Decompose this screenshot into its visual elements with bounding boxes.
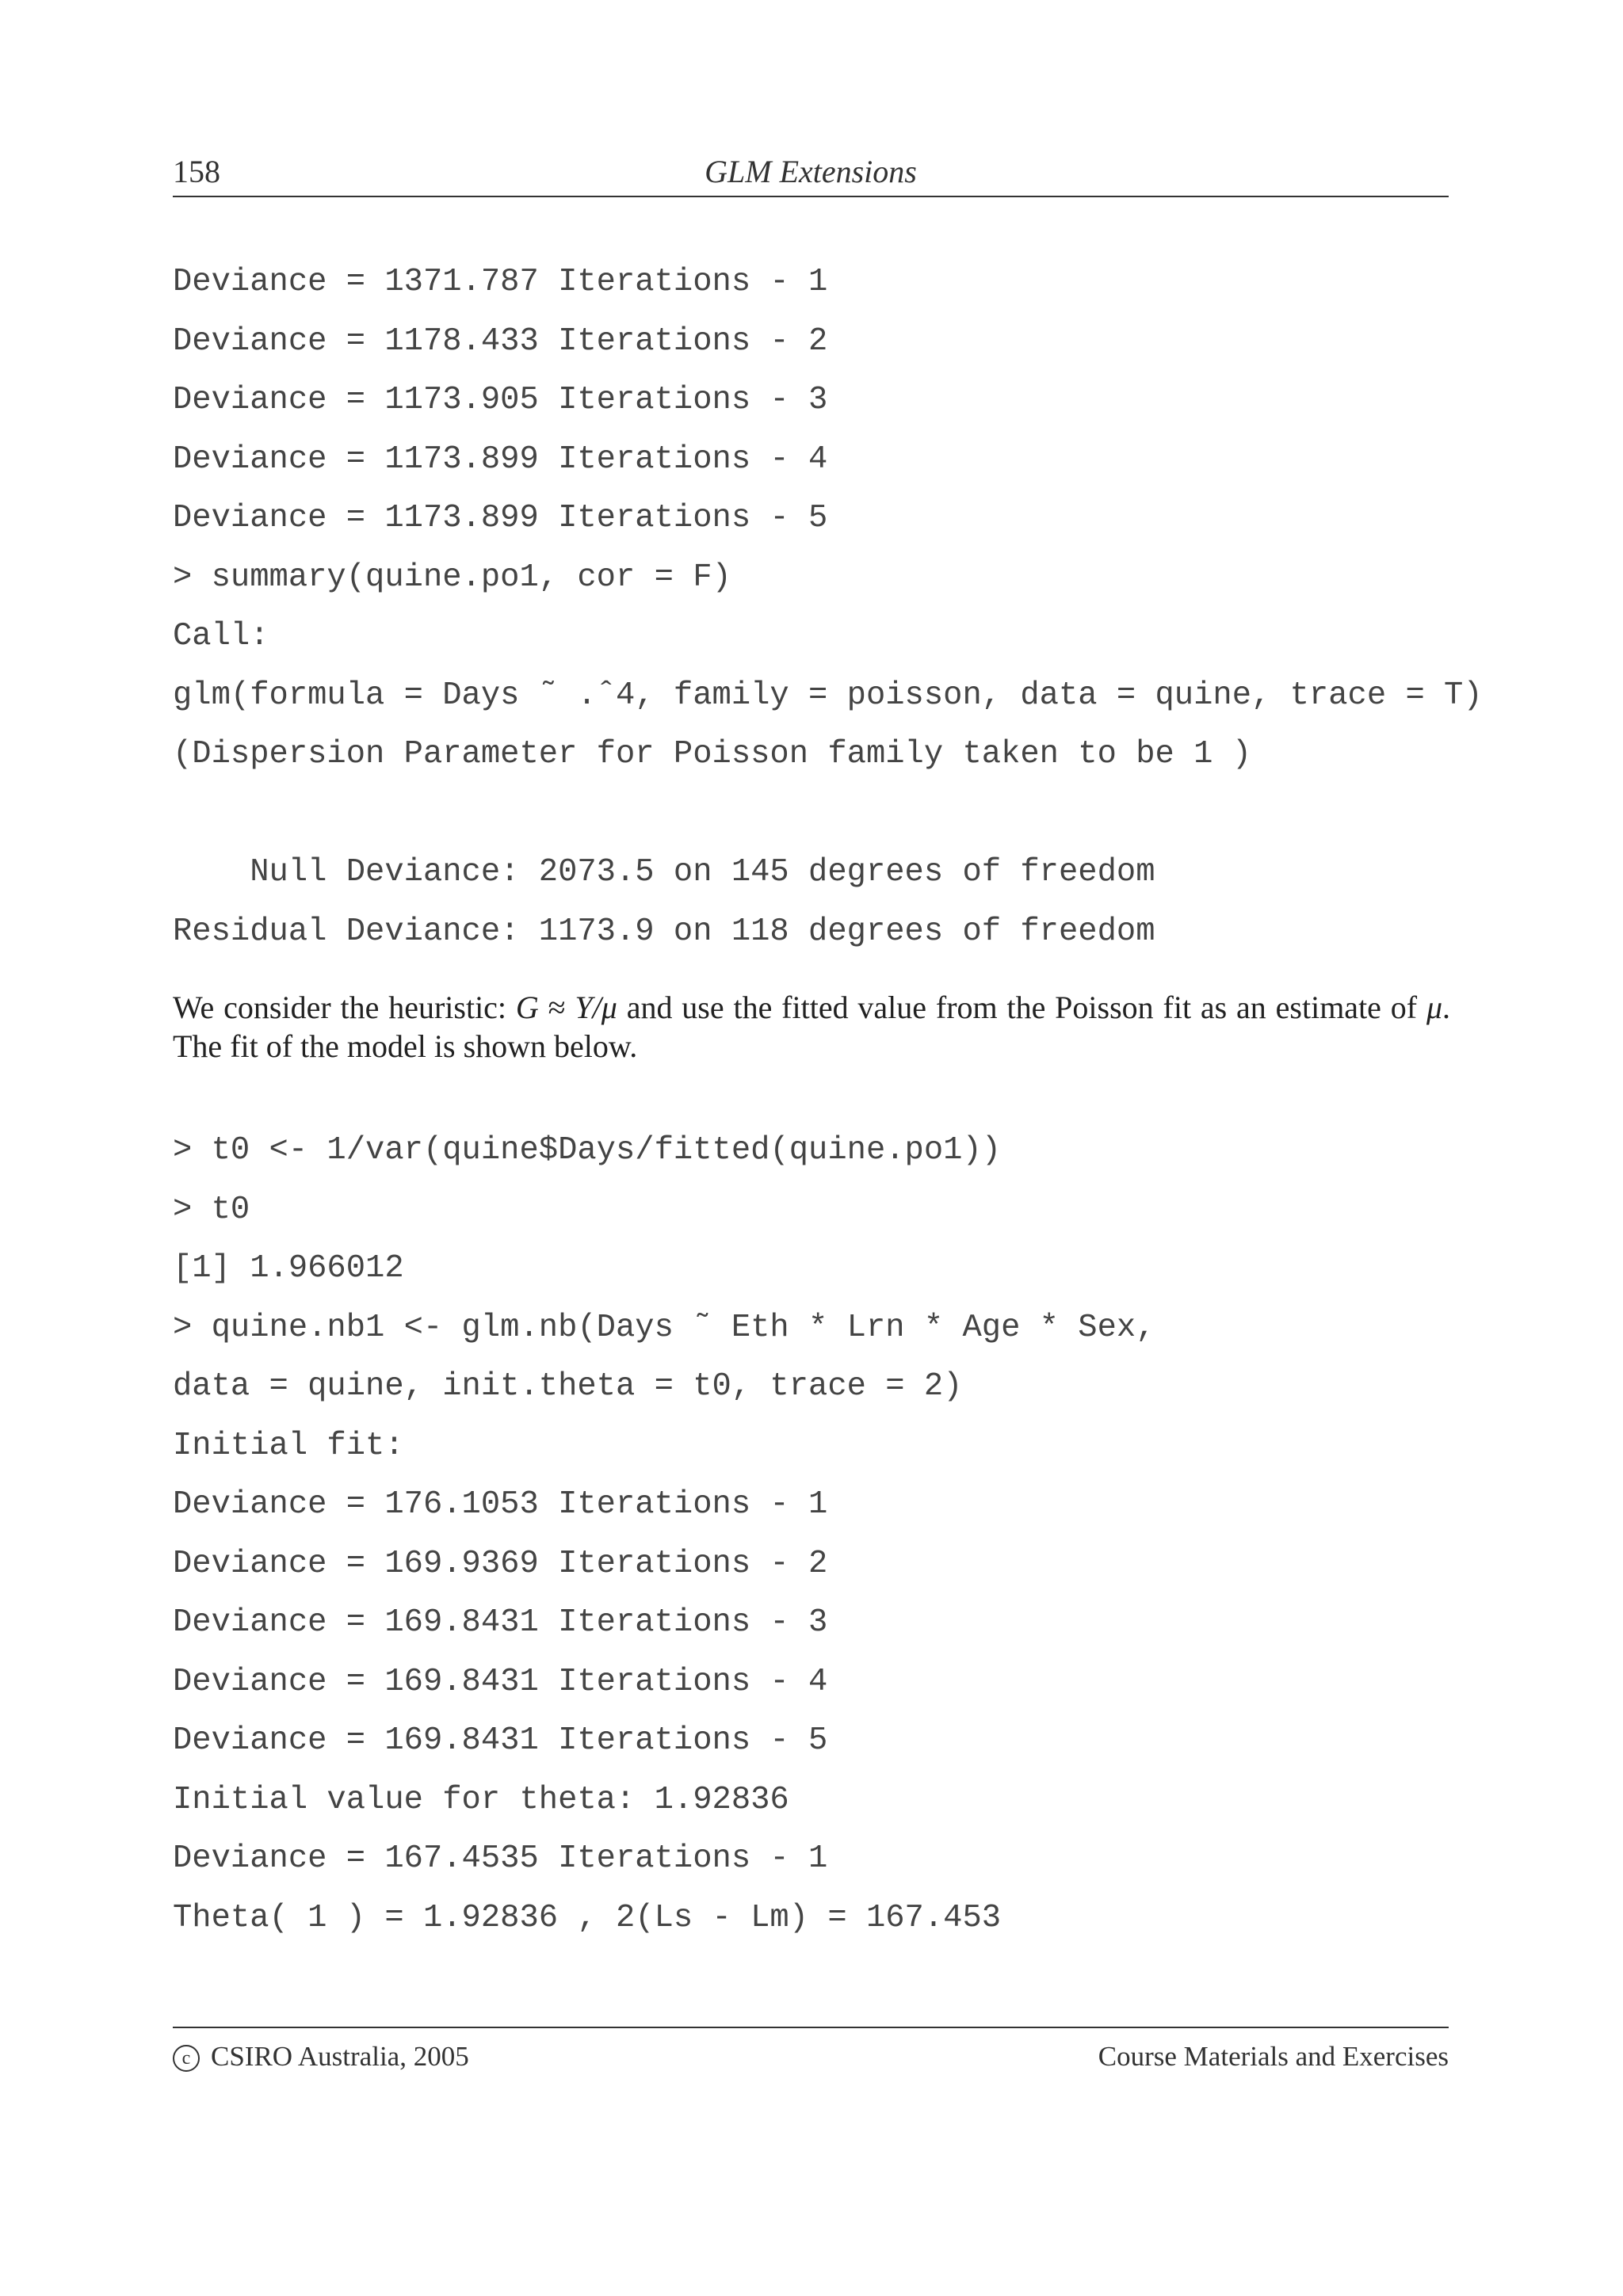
code-line: Deviance = 1178.433 Iterations - 2 xyxy=(173,322,828,360)
code-line: Null Deviance: 2073.5 on 145 degrees of freedom xyxy=(173,854,1155,891)
copyright-text: CSIRO Australia, 2005 xyxy=(211,2041,469,2072)
course-title: Course Materials and Exercises xyxy=(1098,2041,1449,2072)
code-line: [1] 1.966012 xyxy=(173,1250,404,1287)
code-line: > t0 <- 1/var(quine$Days/fitted(quine.po1)) xyxy=(173,1132,1002,1169)
code-line: Theta( 1 ) = 1.92836 , 2(Ls - Lm) = 167.453 xyxy=(173,1899,1002,1936)
page-header xyxy=(173,147,1449,194)
copyright-icon: c xyxy=(173,2045,200,2072)
code-block-glm-nb-output xyxy=(173,1121,1155,1947)
code-line: Deviance = 169.8431 Iterations - 3 xyxy=(173,1604,828,1641)
code-line: > summary(quine.po1, cor = F) xyxy=(173,559,731,596)
code-line: data = quine, init.theta = t0, trace = 2) xyxy=(173,1368,963,1405)
code-line: Deviance = 169.8431 Iterations - 4 xyxy=(173,1663,828,1700)
code-line: Deviance = 1371.787 Iterations - 1 xyxy=(173,264,828,300)
running-title: GLM Extensions xyxy=(705,154,917,189)
code-block-glm-output xyxy=(173,253,1483,961)
code-line: Call: xyxy=(173,618,269,654)
paragraph-text: . The fit of the model is shown below. xyxy=(173,990,1451,1064)
code-line: > t0 xyxy=(173,1191,250,1228)
page-number: 158 xyxy=(173,154,220,189)
code-line: Deviance = 1173.899 Iterations - 5 xyxy=(173,500,828,536)
code-line-blank xyxy=(173,784,1483,844)
code-line: Deviance = 176.1053 Iterations - 1 xyxy=(173,1486,828,1523)
paragraph-text: ≈ xyxy=(538,990,575,1025)
header-rule xyxy=(173,196,1449,197)
code-line: Deviance = 1173.905 Iterations - 3 xyxy=(173,382,828,418)
code-line: glm(formula = Days ˜ .ˆ4, family = poisson, data = quine, trace = T) xyxy=(173,677,1483,714)
code-line: Initial value for theta: 1.92836 xyxy=(173,1781,789,1818)
math-symbol: μ xyxy=(1426,990,1443,1025)
code-line: Deviance = 1173.899 Iterations - 4 xyxy=(173,441,828,478)
code-line: > quine.nb1 <- glm.nb(Days ˜ Eth * Lrn * Age * Sex, xyxy=(173,1309,1155,1346)
paragraph-text: and use the fitted value from the Poisson fit as an estimate of xyxy=(617,990,1426,1025)
math-symbol: G xyxy=(515,990,539,1025)
code-line: (Dispersion Parameter for Poisson family taken to be 1 ) xyxy=(173,736,1252,772)
page-footer xyxy=(173,2041,1449,2081)
paragraph-text: We consider the heuristic: xyxy=(173,990,516,1025)
code-line: Deviance = 169.9369 Iterations - 2 xyxy=(173,1545,828,1582)
code-line: Initial fit: xyxy=(173,1427,404,1464)
math-expression: Y/μ xyxy=(575,990,617,1025)
code-line: Residual Deviance: 1173.9 on 118 degrees of freedom xyxy=(173,913,1155,950)
code-line: Deviance = 169.8431 Iterations - 5 xyxy=(173,1722,828,1759)
code-line: Deviance = 167.4535 Iterations - 1 xyxy=(173,1840,828,1877)
copyright-notice xyxy=(173,2041,469,2073)
footer-rule xyxy=(173,2027,1449,2028)
body-paragraph xyxy=(173,988,1450,1066)
